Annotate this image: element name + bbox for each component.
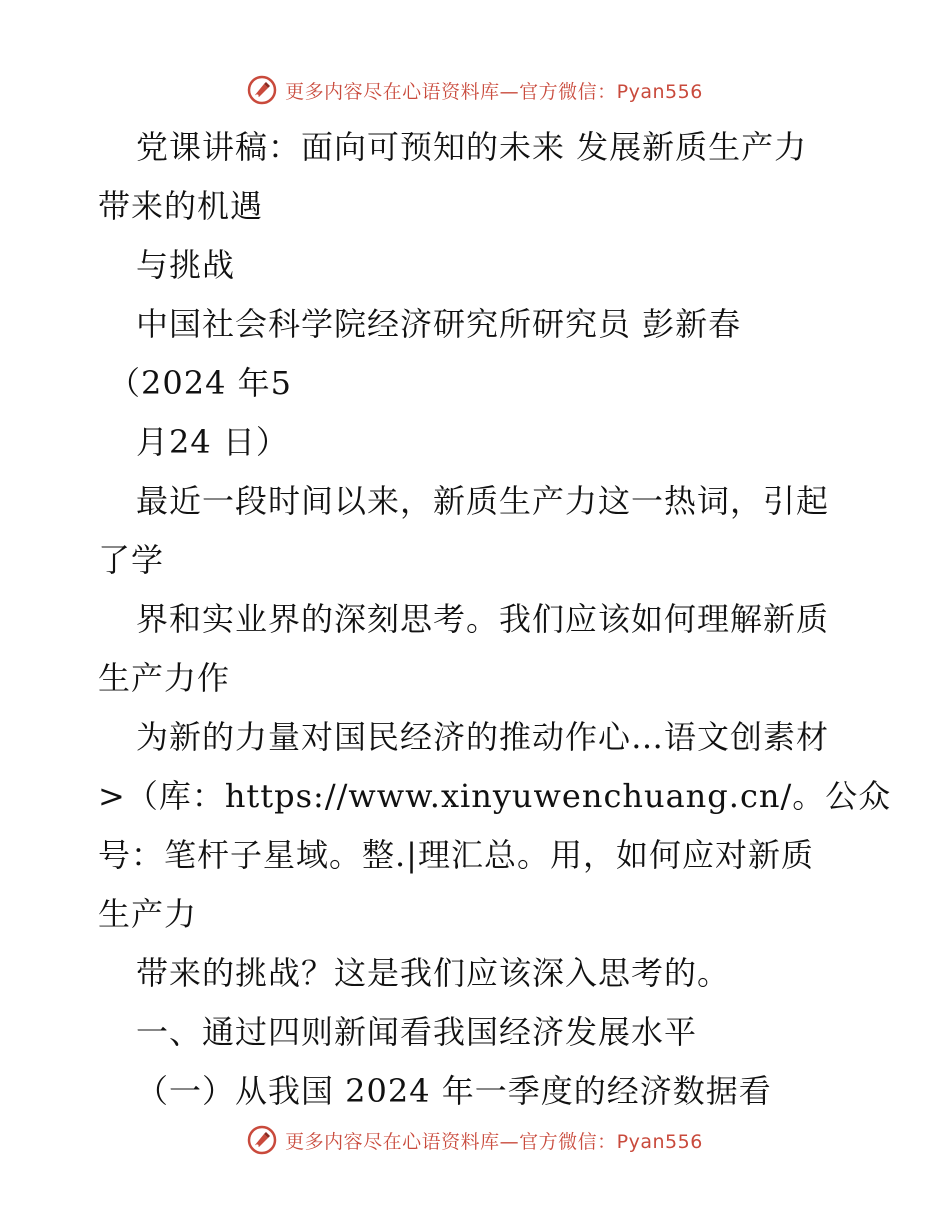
document-title: 党课讲稿：面向可预知的未来 发展新质生产力 [136,128,808,166]
subsection-heading: （一）从我国 2024 年一季度的经济数据看 [136,1072,772,1110]
header-watermark [0,70,950,110]
watermark-text: 更多内容尽在心语资料库—官方微信：Pyan556 [285,1130,703,1153]
footer-watermark [0,1120,950,1160]
document-title-cont: 与挑战 [136,246,236,284]
pen-seal-icon [247,75,277,105]
paragraph-line: 生产力 [98,895,198,933]
paragraph-line: 最近一段时间以来，新质生产力这一热词，引起 [136,482,830,520]
paragraph-line: 生产力作 [98,659,231,697]
document-body [98,118,892,1121]
paragraph-line: 号：笔杆子星域。整.|理汇总。用，如何应对新质 [98,836,814,874]
date-line: （2024 年5 [108,364,292,402]
watermark-text: 更多内容尽在心语资料库—官方微信：Pyan556 [285,80,703,103]
date-line-cont: 月24 日） [136,423,289,461]
author-line: 中国社会科学院经济研究所研究员 彭新春 [136,305,742,343]
document-title-cont: 带来的机遇 [98,187,264,225]
paragraph-line: 了学 [98,541,165,579]
paragraph-line: >（库：https://www.xinyuwenchuang.cn/。公众 [98,777,892,815]
pen-seal-icon [247,1125,277,1155]
paragraph-line: 界和实业界的深刻思考。我们应该如何理解新质 [136,600,830,638]
paragraph-line: 为新的力量对国民经济的推动作心…语文创素材 [136,718,830,756]
paragraph-line: 带来的挑战？这是我们应该深入思考的。 [136,954,731,992]
section-heading: 一、通过四则新闻看我国经济发展水平 [136,1013,698,1051]
